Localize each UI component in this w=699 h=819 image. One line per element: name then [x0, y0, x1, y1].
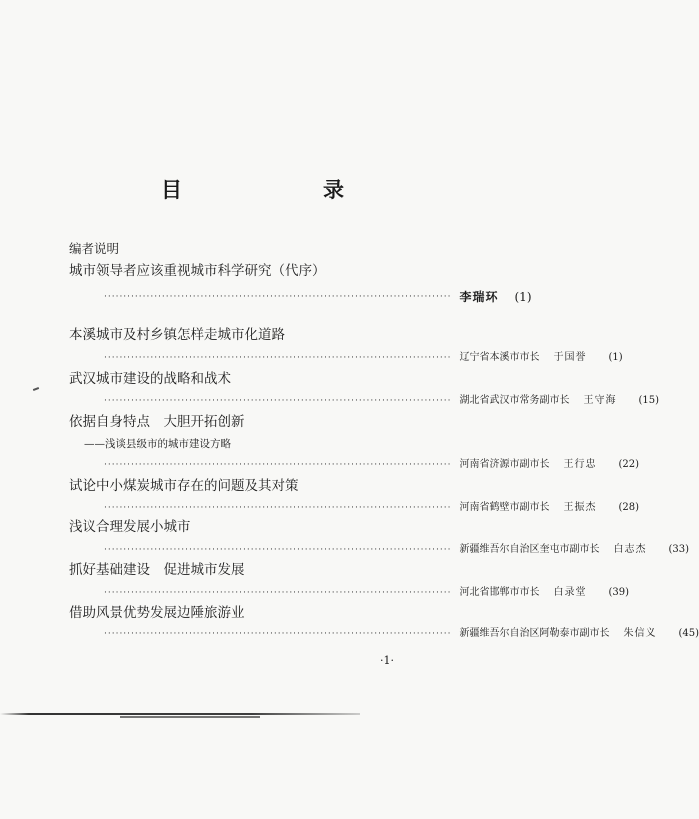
- leader-dots: ··························································································: [104, 353, 452, 363]
- toc-entry-page-1: (1): [514, 290, 532, 304]
- toc-entry-author-7: 河北省邯郸市市长: [459, 587, 540, 598]
- scan-speck: [33, 387, 39, 391]
- toc-entry-leader-7: [104, 586, 630, 600]
- toc-entry-author-4: 河南省济源市副市长: [459, 459, 550, 470]
- toc-entry-name-1: 李瑞环: [459, 290, 499, 304]
- toc-entry-page-5: (28): [618, 502, 640, 513]
- leader-dots: ··························································································: [104, 396, 452, 406]
- toc-entry-author-6: 新疆维吾尔自治区奎屯市副市长: [459, 544, 600, 555]
- toc-entry-page-4: (22): [618, 459, 640, 470]
- toc-entry-name-8: 朱信义: [623, 628, 657, 639]
- toc-entry-leader-6: [104, 543, 690, 557]
- toc-entry-title-2: 本溪城市及村乡镇怎样走城市化道路: [69, 327, 285, 343]
- leader-dots: ··························································································: [104, 292, 452, 302]
- toc-entry-author-5: 河南省鹤壁市副市长: [459, 502, 550, 513]
- toc-entry-page-3: (15): [638, 395, 660, 406]
- toc-entry-title-1: 城市领导者应该重视城市科学研究（代序）: [69, 263, 326, 279]
- toc-entry-name-5: 王振杰: [563, 502, 597, 513]
- leader-dots: ··························································································: [104, 629, 452, 639]
- toc-entry-leader-8: [104, 627, 699, 641]
- toc-entry-name-2: 于国誉: [553, 352, 587, 363]
- toc-entry-author-8: 新疆维吾尔自治区阿勒泰市副市长: [459, 628, 610, 639]
- toc-entry-title-4: 依据自身特点 大胆开拓创新: [69, 414, 245, 430]
- toc-entry-name-3: 王守海: [583, 395, 617, 406]
- toc-entry-leader-5: [104, 501, 640, 515]
- leader-dots: ··························································································: [104, 588, 452, 598]
- toc-entry-name-6: 白志杰: [613, 544, 647, 555]
- toc-entry-title-7: 抓好基础建设 促进城市发展: [69, 562, 245, 578]
- preface-entry: 编者说明: [69, 241, 120, 256]
- toc-entry-title-3: 武汉城市建设的战略和战术: [69, 371, 231, 387]
- scan-edge-line: [0, 713, 360, 715]
- leader-dots: ··························································································: [104, 503, 452, 513]
- page-title: 目 录: [161, 178, 404, 202]
- toc-entry-page-2: (1): [608, 352, 623, 363]
- toc-entry-title-8: 借助风景优势发展边陲旅游业: [69, 605, 245, 621]
- scan-edge-line-shadow: [120, 716, 260, 718]
- toc-entry-subtitle-4: ——浅谈县级市的城市建设方略: [84, 438, 231, 450]
- toc-entry-page-6: (33): [668, 544, 690, 555]
- toc-entry-page-8: (45): [678, 628, 699, 639]
- toc-entry-leader-4: [104, 458, 640, 472]
- toc-entry-name-4: 王行忠: [563, 459, 597, 470]
- toc-entry-author-3: 湖北省武汉市常务副市长: [459, 395, 570, 406]
- toc-entry-title-5: 试论中小煤炭城市存在的问题及其对策: [69, 478, 299, 494]
- toc-entry-title-6: 浅议合理发展小城市: [69, 519, 191, 535]
- leader-dots: ··························································································: [104, 545, 452, 555]
- page-number: ·1·: [380, 654, 394, 667]
- toc-entry-leader-2: [104, 351, 623, 365]
- toc-entry-leader-3: [104, 394, 660, 408]
- toc-entry-author-2: 辽宁省本溪市市长: [459, 352, 540, 363]
- leader-dots: ··························································································: [104, 460, 452, 470]
- toc-entry-name-7: 白录堂: [553, 587, 587, 598]
- toc-entry-page-7: (39): [608, 587, 630, 598]
- toc-entry-leader-1: [104, 290, 532, 304]
